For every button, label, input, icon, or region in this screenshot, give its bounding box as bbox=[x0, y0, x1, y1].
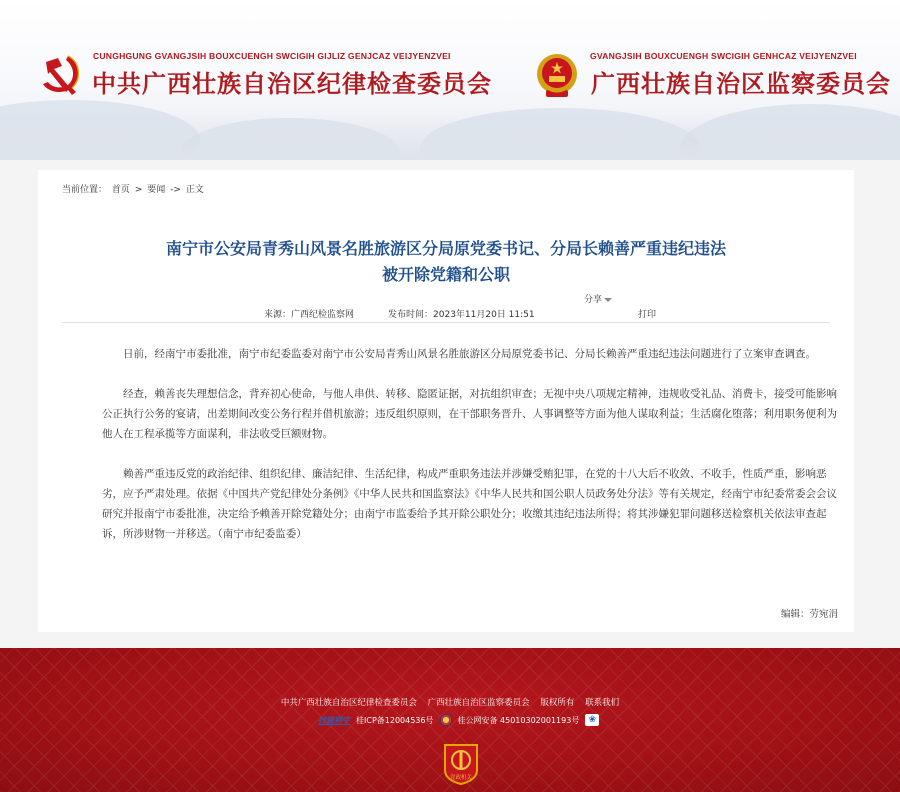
footer-link-copyright[interactable]: 版权所有 bbox=[540, 698, 575, 708]
footer-link-cdi[interactable]: 中共广西壮族自治区纪律检查委员会 bbox=[280, 698, 417, 708]
site-error-finder-link[interactable]: 找错别字 bbox=[318, 715, 350, 725]
paw-icon[interactable]: ❀ bbox=[585, 714, 599, 726]
chevron-down-icon bbox=[604, 298, 612, 302]
left-org-name[interactable]: 中共广西壮族自治区纪律检查委员会 bbox=[92, 69, 492, 98]
breadcrumb-separator: > bbox=[134, 185, 143, 195]
source-value: 广西纪检监察网 bbox=[291, 310, 355, 320]
footer-link-contact[interactable]: 联系我们 bbox=[585, 698, 620, 708]
police-badge-icon bbox=[440, 714, 452, 726]
header-banner bbox=[0, 0, 900, 160]
print-button[interactable]: 打印 bbox=[638, 310, 657, 320]
badge-text: 党政机关 bbox=[449, 775, 473, 781]
police-record-number[interactable]: 桂公网安备 45010302001193号 bbox=[457, 715, 580, 725]
breadcrumb-prefix: 当前位置： bbox=[62, 185, 108, 195]
party-emblem-icon bbox=[38, 52, 84, 98]
article-body bbox=[102, 344, 846, 564]
editor-value: 劳宛涓 bbox=[809, 609, 838, 620]
source-label: 来源： bbox=[264, 310, 292, 320]
time-value: 2023年11月20日 11:51 bbox=[433, 310, 535, 320]
article-paragraph: 赖善严重违反党的政治纪律、组织纪律、廉洁纪律、生活纪律，构成严重职务违法并涉嫌受贿犯罪，在党的十八大后不收敛、不收手，性质严重，影响恶劣，应予严肃处理。依据《中国共产党纪律处分条例》《中华人民共和国监察法》《中华人民共和国公职人员政务处分法》等有关规定，经南宁市纪委常委会会议研究并报南宁市委批准，决定给予赖善开除党籍处分；由南宁市监委给予其开除公职处分；收缴其违纪违法所得；将其涉嫌犯罪问题移送检察机关依法审查起诉，所涉财物一并移送。（南宁市纪委监委） bbox=[102, 468, 837, 540]
breadcrumb-home-link[interactable]: 首页 bbox=[111, 185, 130, 195]
article-paragraph: 经查，赖善丧失理想信念，背弃初心使命，与他人串供、转移、隐匿证据，对抗组织审查；无视中央八项规定精神，违规收受礼品、消费卡，接受可能影响公正执行公务的宴请，出差期间改变公务行程并借机旅游；违反组织原则，在干部职务晋升、人事调整等方面为他人谋取利益；生活腐化堕落；利用职务便利为他人在工程承揽等方面谋利，非法收受巨额财物。 bbox=[102, 388, 837, 440]
right-org-name[interactable]: 广西壮族自治区监察委员会 bbox=[591, 69, 891, 98]
breadcrumb-separator: -> bbox=[170, 185, 181, 195]
breadcrumb bbox=[62, 182, 206, 195]
footer-registration bbox=[318, 714, 599, 726]
article-paragraph: 日前，经南宁市委批准，南宁市纪委监委对南宁市公安局青秀山风景名胜旅游区分局原党委书记、分局长赖善严重违纪违法问题进行了立案审查调查。 bbox=[123, 348, 816, 360]
icp-number[interactable]: 桂ICP备12004536号 bbox=[356, 715, 434, 725]
right-org-pinyin: GVANGJSIH BOUXCUENGH SWCIGIH GENHCAZ VEIJYENZVEI bbox=[590, 51, 857, 61]
article-title-line1: 南宁市公安局青秀山风景名胜旅游区分局原党委书记、分局长赖善严重违纪违法 bbox=[165, 239, 726, 258]
footer-link-supervision[interactable]: 广西壮族自治区监察委员会 bbox=[427, 698, 530, 708]
article-source bbox=[264, 307, 354, 320]
national-emblem-icon bbox=[532, 50, 582, 100]
divider bbox=[62, 322, 830, 323]
article-title bbox=[38, 236, 854, 288]
breadcrumb-current: 正文 bbox=[185, 185, 204, 195]
article-card bbox=[38, 170, 854, 632]
breadcrumb-section-link[interactable]: 要闻 bbox=[147, 185, 166, 195]
share-button[interactable] bbox=[584, 292, 612, 305]
footer-links bbox=[0, 696, 900, 708]
article-time bbox=[388, 307, 535, 320]
gov-badge-icon[interactable] bbox=[442, 742, 480, 786]
editor-label: 编辑： bbox=[780, 609, 810, 620]
article-title-line2: 被开除党籍和公职 bbox=[381, 265, 510, 284]
article-editor bbox=[781, 606, 838, 620]
share-label: 分享 bbox=[584, 295, 603, 305]
left-org-pinyin: CUNGHGUNG GVANGJSIH BOUXCUENGH SWCIGIH GIJLIZ GENJCAZ VEIJYENZVEI bbox=[93, 51, 451, 61]
time-label: 发布时间： bbox=[388, 310, 434, 320]
footer bbox=[0, 648, 900, 792]
